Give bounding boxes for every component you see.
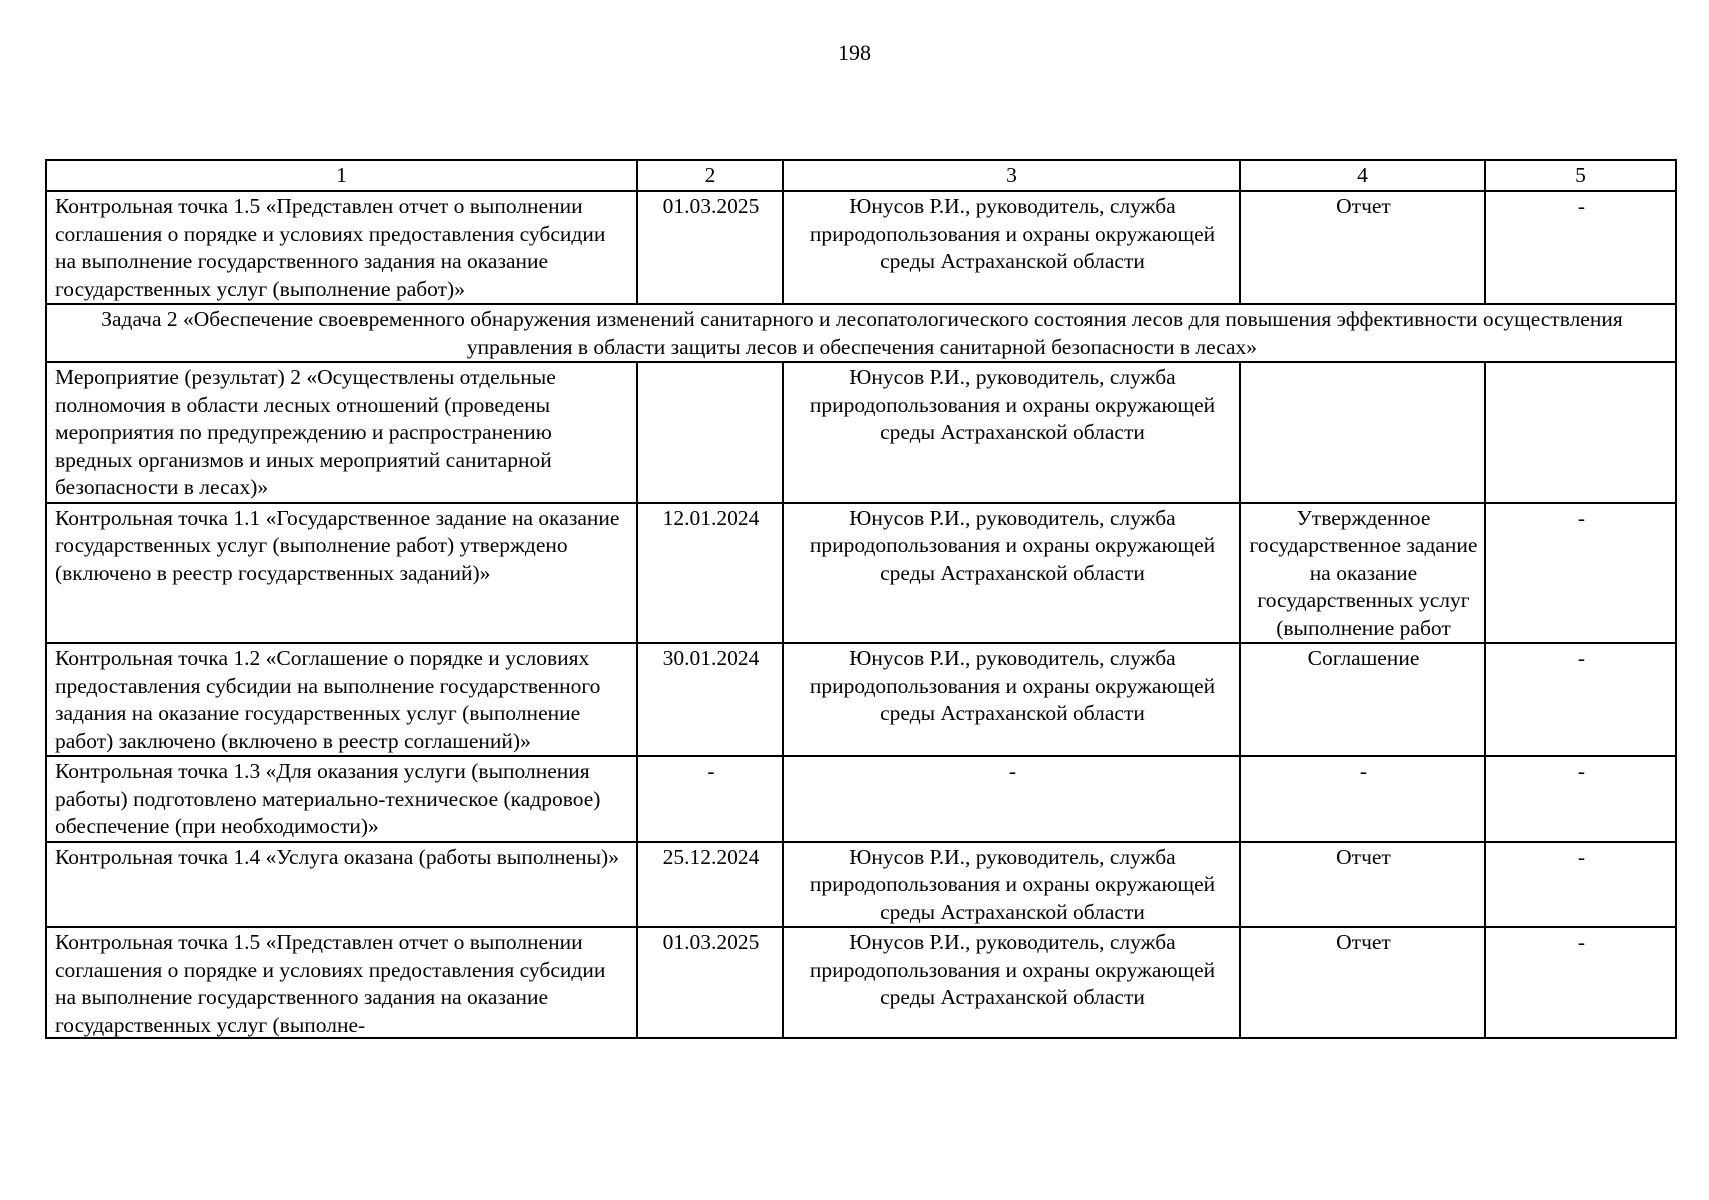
date-cell: 30.01.2024 <box>637 643 783 756</box>
date-cell: 12.01.2024 <box>637 503 783 644</box>
document-type-cell: Отчет <box>1240 842 1485 928</box>
row-title-cell: Контрольная точка 1.3 «Для оказания услуги (выполнения работы) подготовлено материально-техническое (кадровое) обеспечение (при необходимости)» <box>46 756 637 842</box>
document-type-cell: Отчет <box>1240 927 1485 1038</box>
row-title-cell: Мероприятие (результат) 2 «Осуществлены отдельные полномочия в области лесных отношений (проведены мероприятия по предупреждению и распространению вредных организмов и иных мероприятий санитарной безопасности в лесах)» <box>46 362 637 503</box>
table-header-row <box>46 160 1676 191</box>
column-header-2: 2 <box>637 160 783 191</box>
extra-cell: - <box>1485 503 1676 644</box>
date-cell: 01.03.2025 <box>637 927 783 1038</box>
row-title-cell: Контрольная точка 1.4 «Услуга оказана (работы выполнены)» <box>46 842 637 928</box>
responsible-cell: Юнусов Р.И., руководитель, служба природопользования и охраны окружающей среды Астраханской области <box>783 191 1240 304</box>
date-cell: 01.03.2025 <box>637 191 783 304</box>
responsible-cell: Юнусов Р.И., руководитель, служба природопользования и охраны окружающей среды Астраханской области <box>783 927 1240 1038</box>
column-header-1: 1 <box>46 160 637 191</box>
responsible-cell: - <box>783 756 1240 842</box>
table-row <box>46 643 1676 756</box>
row-title-cell: Контрольная точка 1.5 «Представлен отчет о выполнении соглашения о порядке и условиях предоставления субсидии на выполнение государственного задания на оказание государственных услуг (выполнение работ)» <box>46 191 637 304</box>
task-heading-cell: Задача 2 «Обеспечение своевременного обнаружения изменений санитарного и лесопатологического состояния лесов для повышения эффективности осуществления управления в области защиты лесов и обеспечения санитарной безопасности в лесах» <box>46 304 1676 362</box>
control-points-table <box>45 159 1677 1039</box>
document-type-cell: - <box>1240 756 1485 842</box>
table-row <box>46 756 1676 842</box>
table-row <box>46 362 1676 503</box>
date-cell: 25.12.2024 <box>637 842 783 928</box>
column-header-5: 5 <box>1485 160 1676 191</box>
responsible-cell: Юнусов Р.И., руководитель, служба природопользования и охраны окружающей среды Астраханской области <box>783 362 1240 503</box>
date-cell <box>637 362 783 503</box>
row-title-text: Контрольная точка 1.5 «Представлен отчет о выполнении соглашения о порядке и условиях предоставления субсидии на выполнение государственного задания на оказание государственных услуг (выполне- <box>55 930 606 1037</box>
date-cell: - <box>637 756 783 842</box>
responsible-cell: Юнусов Р.И., руководитель, служба природопользования и охраны окружающей среды Астраханской области <box>783 842 1240 928</box>
column-header-3: 3 <box>783 160 1240 191</box>
responsible-cell: Юнусов Р.И., руководитель, служба природопользования и охраны окружающей среды Астраханской области <box>783 503 1240 644</box>
extra-cell: - <box>1485 842 1676 928</box>
row-title-cell: Контрольная точка 1.2 «Соглашение о порядке и условиях предоставления субсидии на выполнение государственного задания на оказание государственных услуг (выполнение работ) заключено (включено в реестр соглашений)» <box>46 643 637 756</box>
document-type-cell <box>1240 362 1485 503</box>
table-row <box>46 191 1676 304</box>
extra-cell <box>1485 362 1676 503</box>
document-type-cell: Отчет <box>1240 191 1485 304</box>
page-number: 198 <box>838 40 871 65</box>
table-row <box>46 503 1676 644</box>
document-type-cell: Соглашение <box>1240 643 1485 756</box>
responsible-cell: Юнусов Р.И., руководитель, служба природопользования и охраны окружающей среды Астраханской области <box>783 643 1240 756</box>
extra-cell: - <box>1485 927 1676 1038</box>
extra-cell: - <box>1485 643 1676 756</box>
task-row <box>46 304 1676 362</box>
extra-cell: - <box>1485 756 1676 842</box>
document-type-cell: Утвержденное государственное задание на оказание государственных услуг (выполнение работ <box>1240 503 1485 644</box>
table-row <box>46 927 1676 1038</box>
row-title-cell <box>46 927 637 1038</box>
table-row <box>46 842 1676 928</box>
column-header-4: 4 <box>1240 160 1485 191</box>
extra-cell: - <box>1485 191 1676 304</box>
row-title-cell: Контрольная точка 1.1 «Государственное задание на оказание государственных услуг (выполнение работ) утверждено (включено в реестр государственных заданий)» <box>46 503 637 644</box>
